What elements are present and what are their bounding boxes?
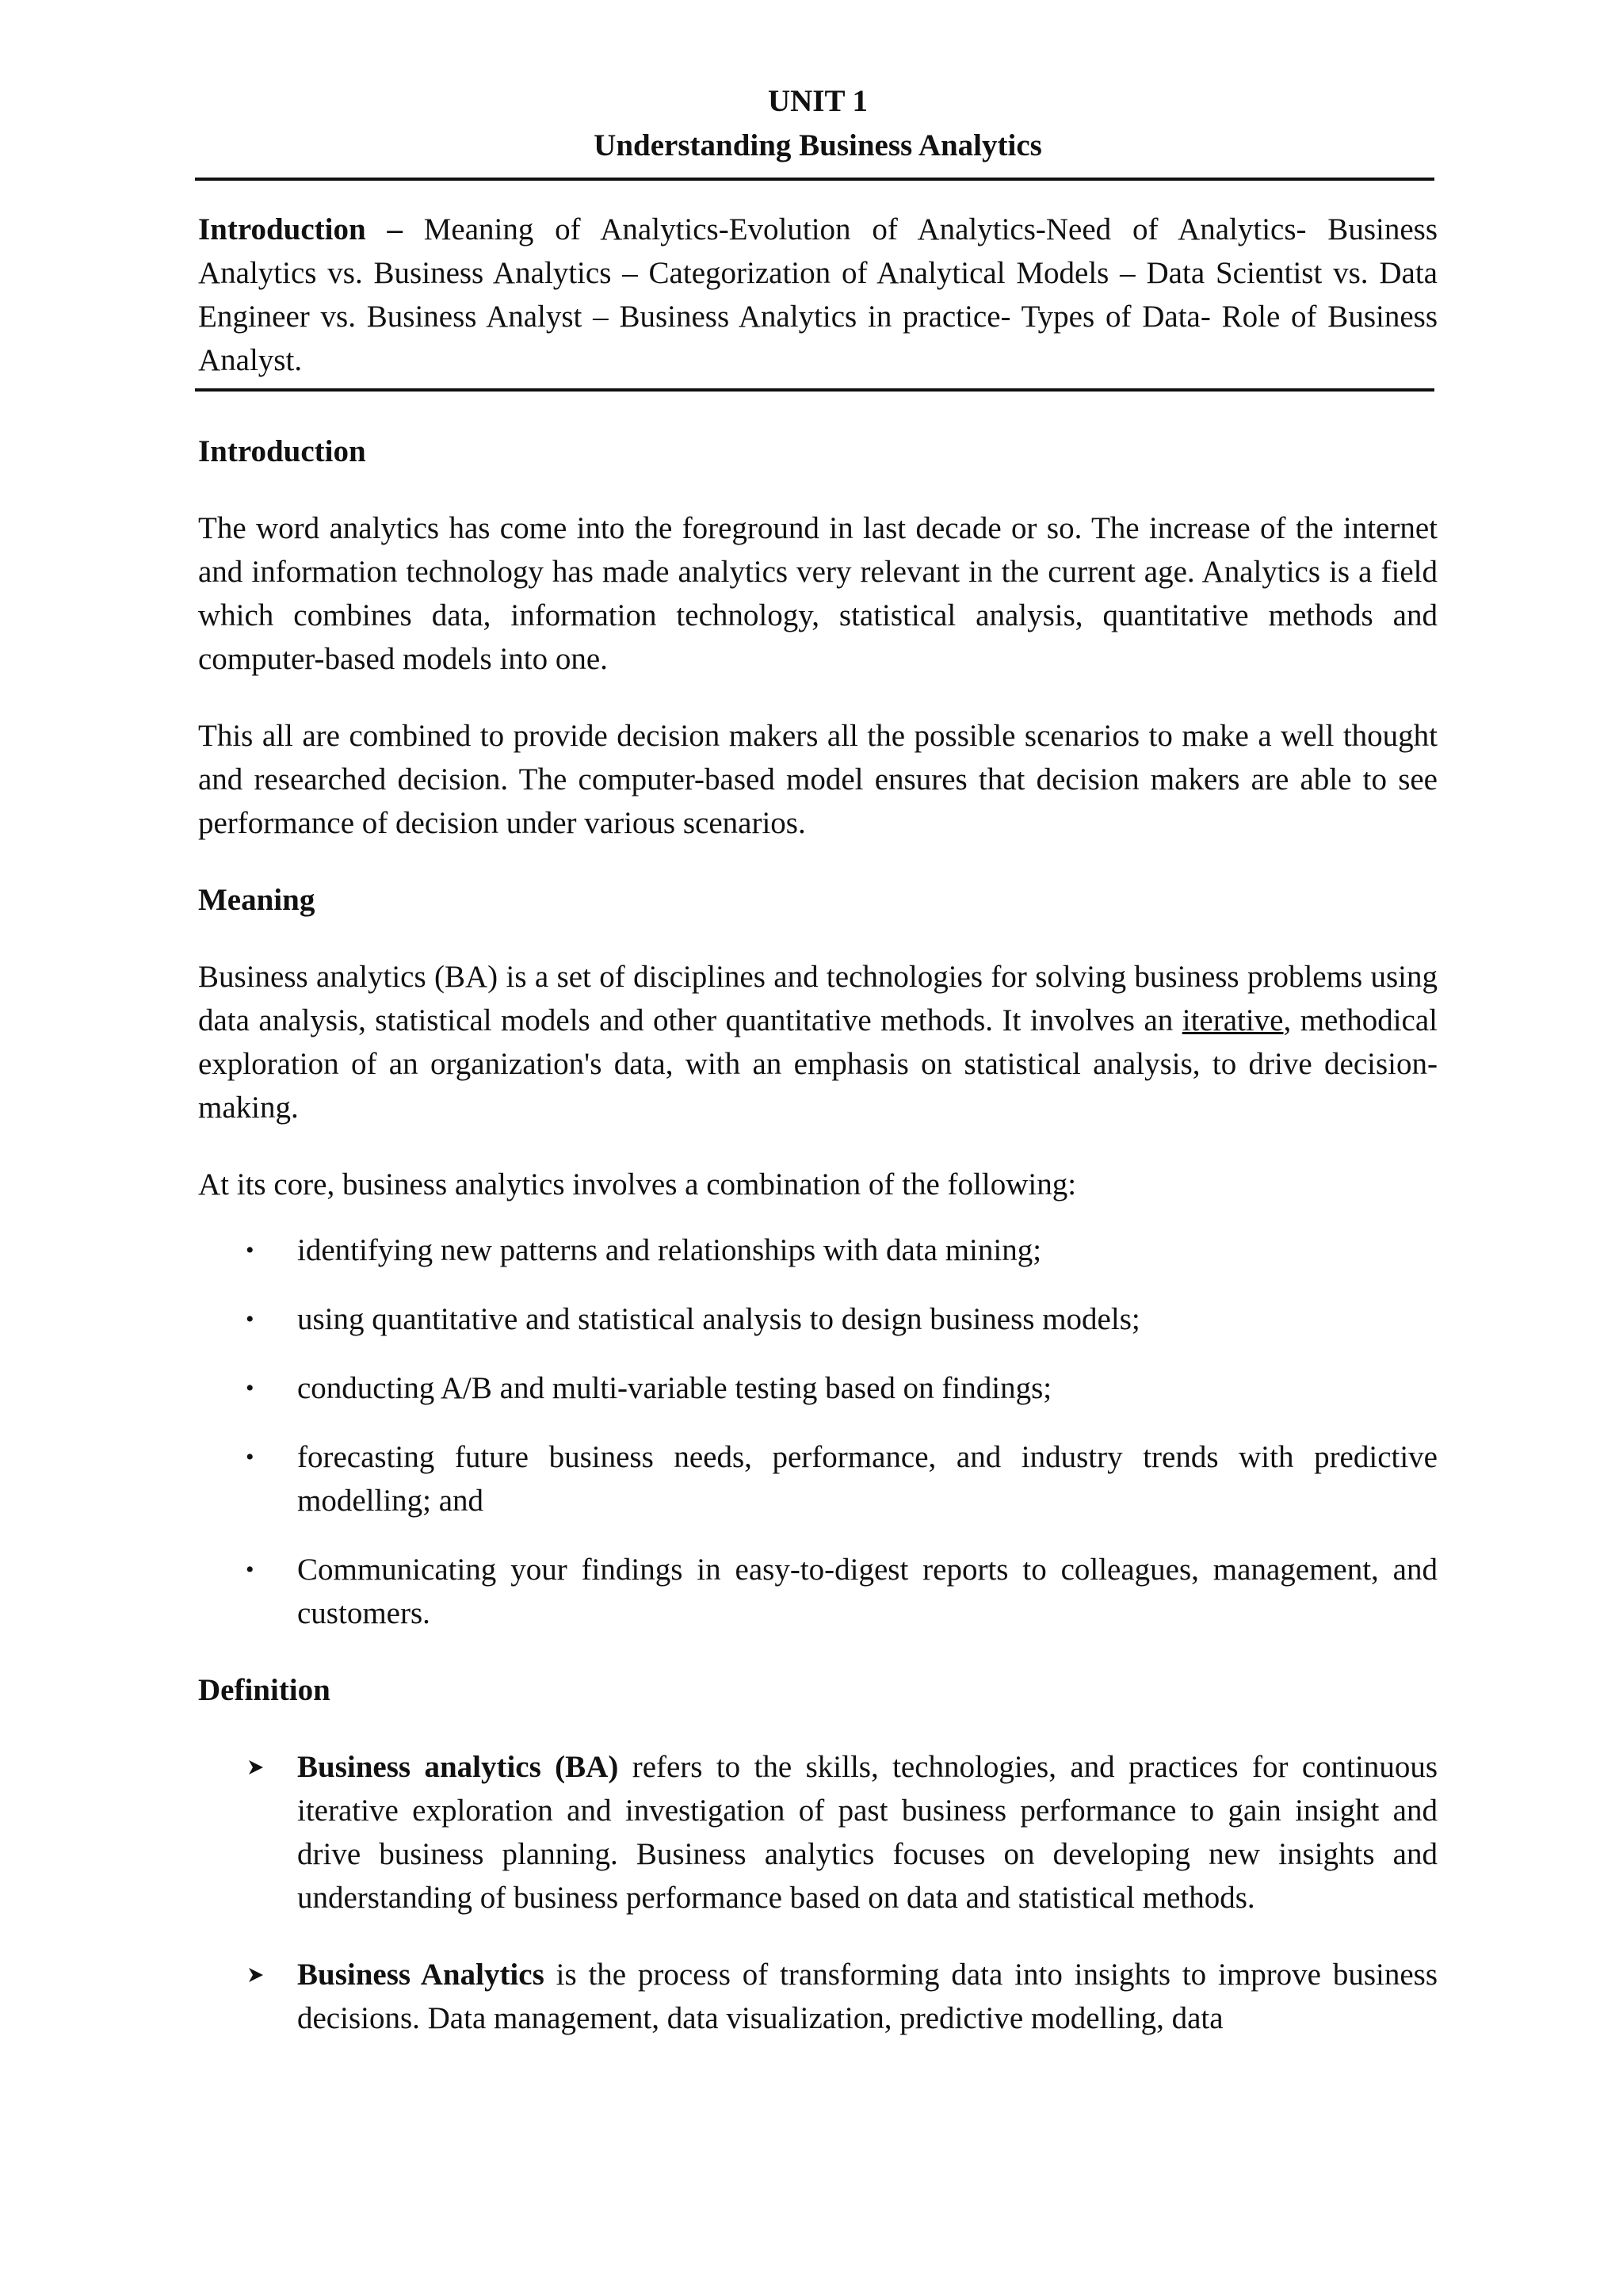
bullet-text: forecasting future business needs, performance, and industry trends with predictive modelling; and: [297, 1440, 1438, 1518]
definition-term: Business Analytics: [297, 1958, 544, 1992]
header-divider: [195, 178, 1434, 181]
definition-list: [198, 1745, 1438, 2040]
meaning-text-end: , methodical exploration of an organization's data, with an emphasis on statistical analysis, to drive decision-making.: [198, 1003, 1438, 1125]
page-content: [198, 79, 1438, 2040]
list-item: [198, 1228, 1438, 1272]
definition-term: Business analytics (BA): [297, 1750, 619, 1784]
bullet-dot-icon: •: [246, 1306, 254, 1332]
bullet-dot-icon: •: [246, 1444, 254, 1470]
bullet-text: using quantitative and statistical analysis to design business models;: [297, 1302, 1140, 1336]
arrow-bullet-icon: [247, 1966, 265, 1984]
iterative-link[interactable]: iterative: [1182, 1003, 1284, 1037]
introduction-paragraph-2: This all are combined to provide decision makers all the possible scenarios to make a well thought and researched decision. The computer-based model ensures that decision makers are able to see performance of decision under various scenarios.: [198, 719, 1438, 840]
meaning-paragraph: [198, 955, 1438, 1129]
list-item: [198, 1366, 1438, 1410]
definition-item: [198, 1953, 1438, 2040]
definition-heading: Definition: [198, 1673, 330, 1707]
definition-text: is the process of transforming data into insights to improve business decisions. Data management, data visualization, predictive modelling, data: [297, 1958, 1438, 2035]
core-intro: At its core, business analytics involves a combination of the following:: [198, 1167, 1077, 1201]
unit-title: Understanding Business Analytics: [594, 128, 1042, 162]
meaning-text-start: Business analytics (BA) is a set of disciplines and technologies for solving business problems using data analysis, statistical models and other quantitative methods. It involves an: [198, 960, 1438, 1037]
definition-text: refers to the skills, technologies, and practices for continuous iterative exploration and investigation of past business performance to gain insight and drive business planning. Business analytics focuses on developing new insights and understanding of business performance based on data and statistical methods.: [297, 1750, 1438, 1915]
syllabus-lead: Introduction –: [198, 212, 403, 246]
introduction-paragraph-1: The word analytics has come into the foreground in last decade or so. The increase of the internet and information technology has made analytics very relevant in the current age. Analytics is a field which combines data, information technology, statistical analysis, quantitative methods and computer-based models into one.: [198, 511, 1438, 676]
definition-item: [198, 1745, 1438, 1920]
meaning-heading: Meaning: [198, 883, 315, 917]
core-bullet-list: [198, 1228, 1438, 1635]
bullet-dot-icon: •: [246, 1557, 254, 1583]
syllabus-divider: [195, 388, 1434, 392]
bullet-text: Communicating your findings in easy-to-digest reports to colleagues, management, and customers.: [297, 1553, 1438, 1630]
list-item: [198, 1548, 1438, 1635]
introduction-heading: Introduction: [198, 434, 366, 468]
list-item: [198, 1297, 1438, 1341]
bullet-text: identifying new patterns and relationships with data mining;: [297, 1233, 1042, 1267]
syllabus-summary: [198, 208, 1438, 382]
list-item: [198, 1435, 1438, 1522]
bullet-dot-icon: •: [246, 1237, 254, 1263]
unit-label: UNIT 1: [767, 84, 869, 118]
arrow-bullet-icon: [247, 1759, 265, 1776]
syllabus-text: Meaning of Analytics-Evolution of Analytics-Need of Analytics- Business Analytics vs. Business Analytics – Categorization of Analytical Models – Data Scientist vs. Data Engineer vs. Business Analyst – Business Analytics in practice- Types of Data- Role of Business Analyst.: [198, 212, 1438, 377]
bullet-text: conducting A/B and multi-variable testing based on findings;: [297, 1371, 1052, 1405]
bullet-dot-icon: •: [246, 1375, 254, 1401]
